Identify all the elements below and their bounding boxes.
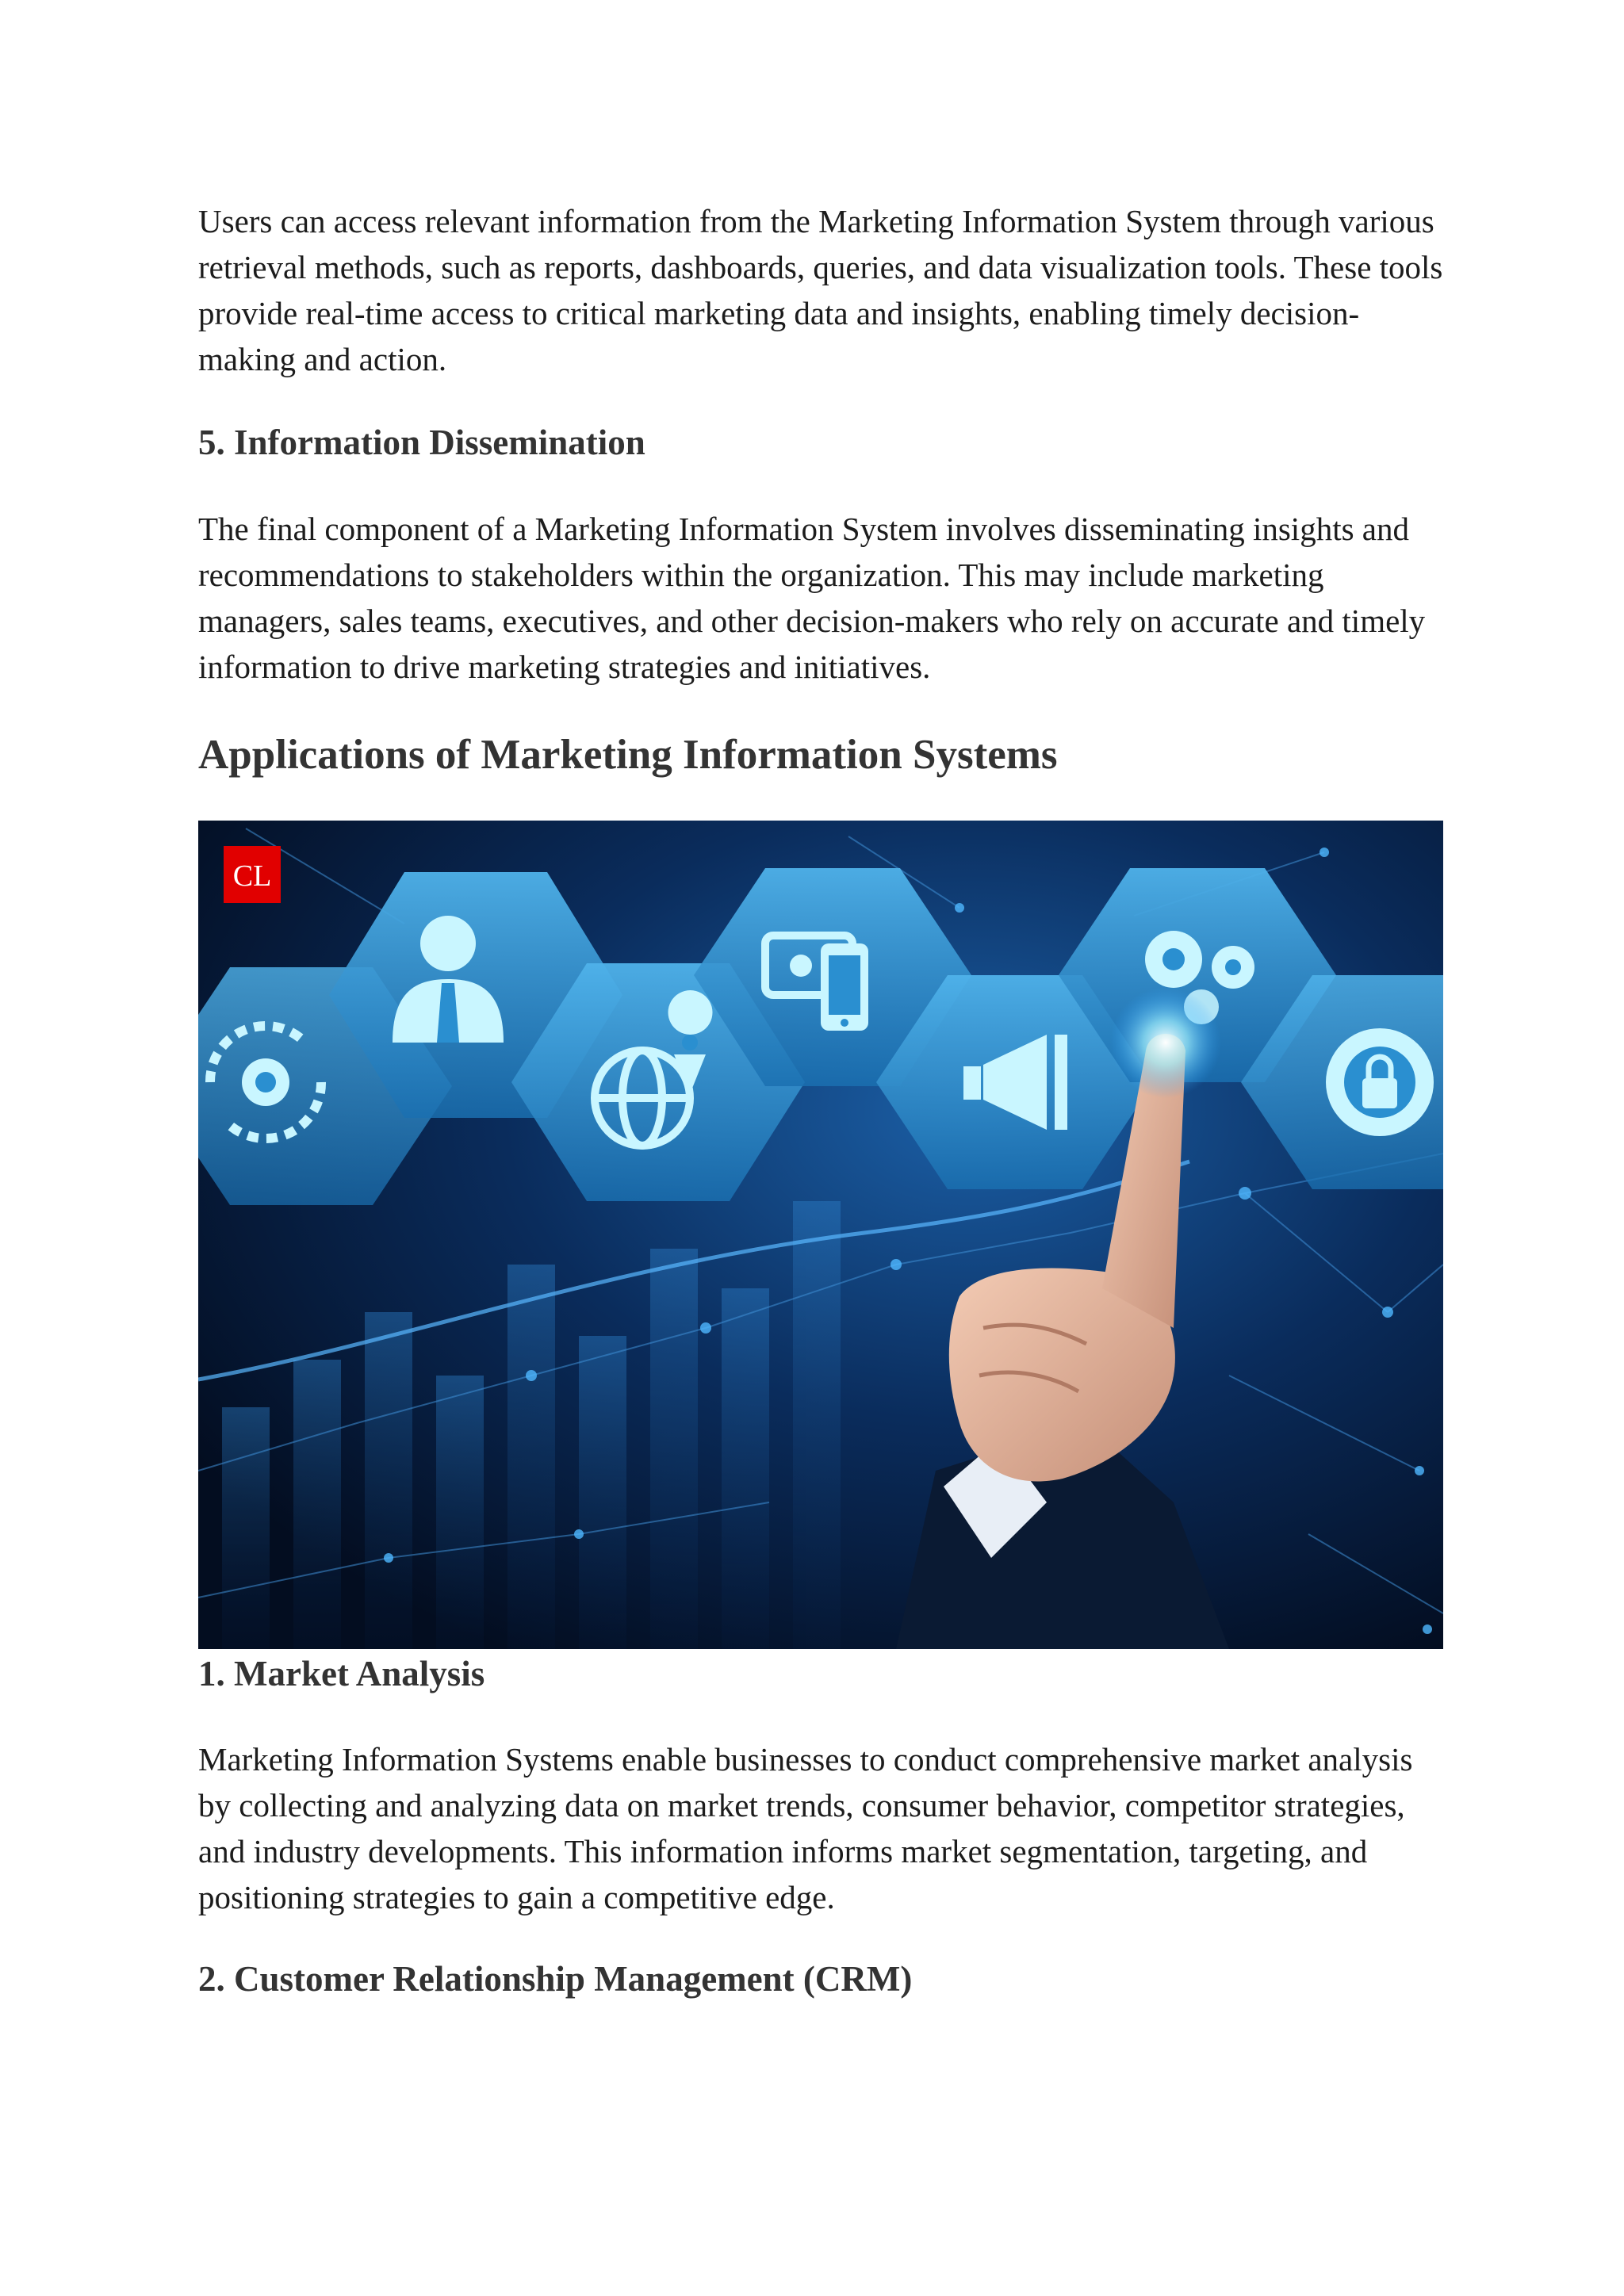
- fingertip-glow: [1110, 987, 1221, 1098]
- heading-market-analysis: 1. Market Analysis: [198, 1654, 485, 1693]
- cl-logo-text: CL: [232, 859, 272, 893]
- paragraph-retrieval: Users can access relevant information from the Marketing Information System through various retrieval methods, such as reports, dashboards, queries, and data visualization tools. These tools provide real-time access to critical marketing data and insights, enabling timely decision-making and action.: [198, 203, 1443, 377]
- heading-applications: Applications of Marketing Information Systems: [198, 732, 1058, 778]
- heading-information-dissemination: 5. Information Dissemination: [198, 423, 645, 462]
- cl-logo: [224, 846, 281, 903]
- gear-lock-icon: [1326, 1028, 1434, 1136]
- heading-crm: 2. Customer Relationship Management (CRM): [198, 1959, 913, 1999]
- paragraph-market-analysis: Marketing Information Systems enable businesses to conduct comprehensive market analysis by collecting and analyzing data on market trends, consumer behavior, competitor strategies, and industry developments. This information informs market segmentation, targeting, and positioning strategies to gain a competitive edge.: [198, 1741, 1413, 1915]
- paragraph-dissemination: The final component of a Marketing Information System involves disseminating insights and recommendations to stakeholders within the organization. This may include marketing managers, sales teams, executives, and other decision-makers who rely on accurate and timely information to drive marketing strategies and initiatives.: [198, 511, 1426, 685]
- hero-image: [198, 821, 1443, 1649]
